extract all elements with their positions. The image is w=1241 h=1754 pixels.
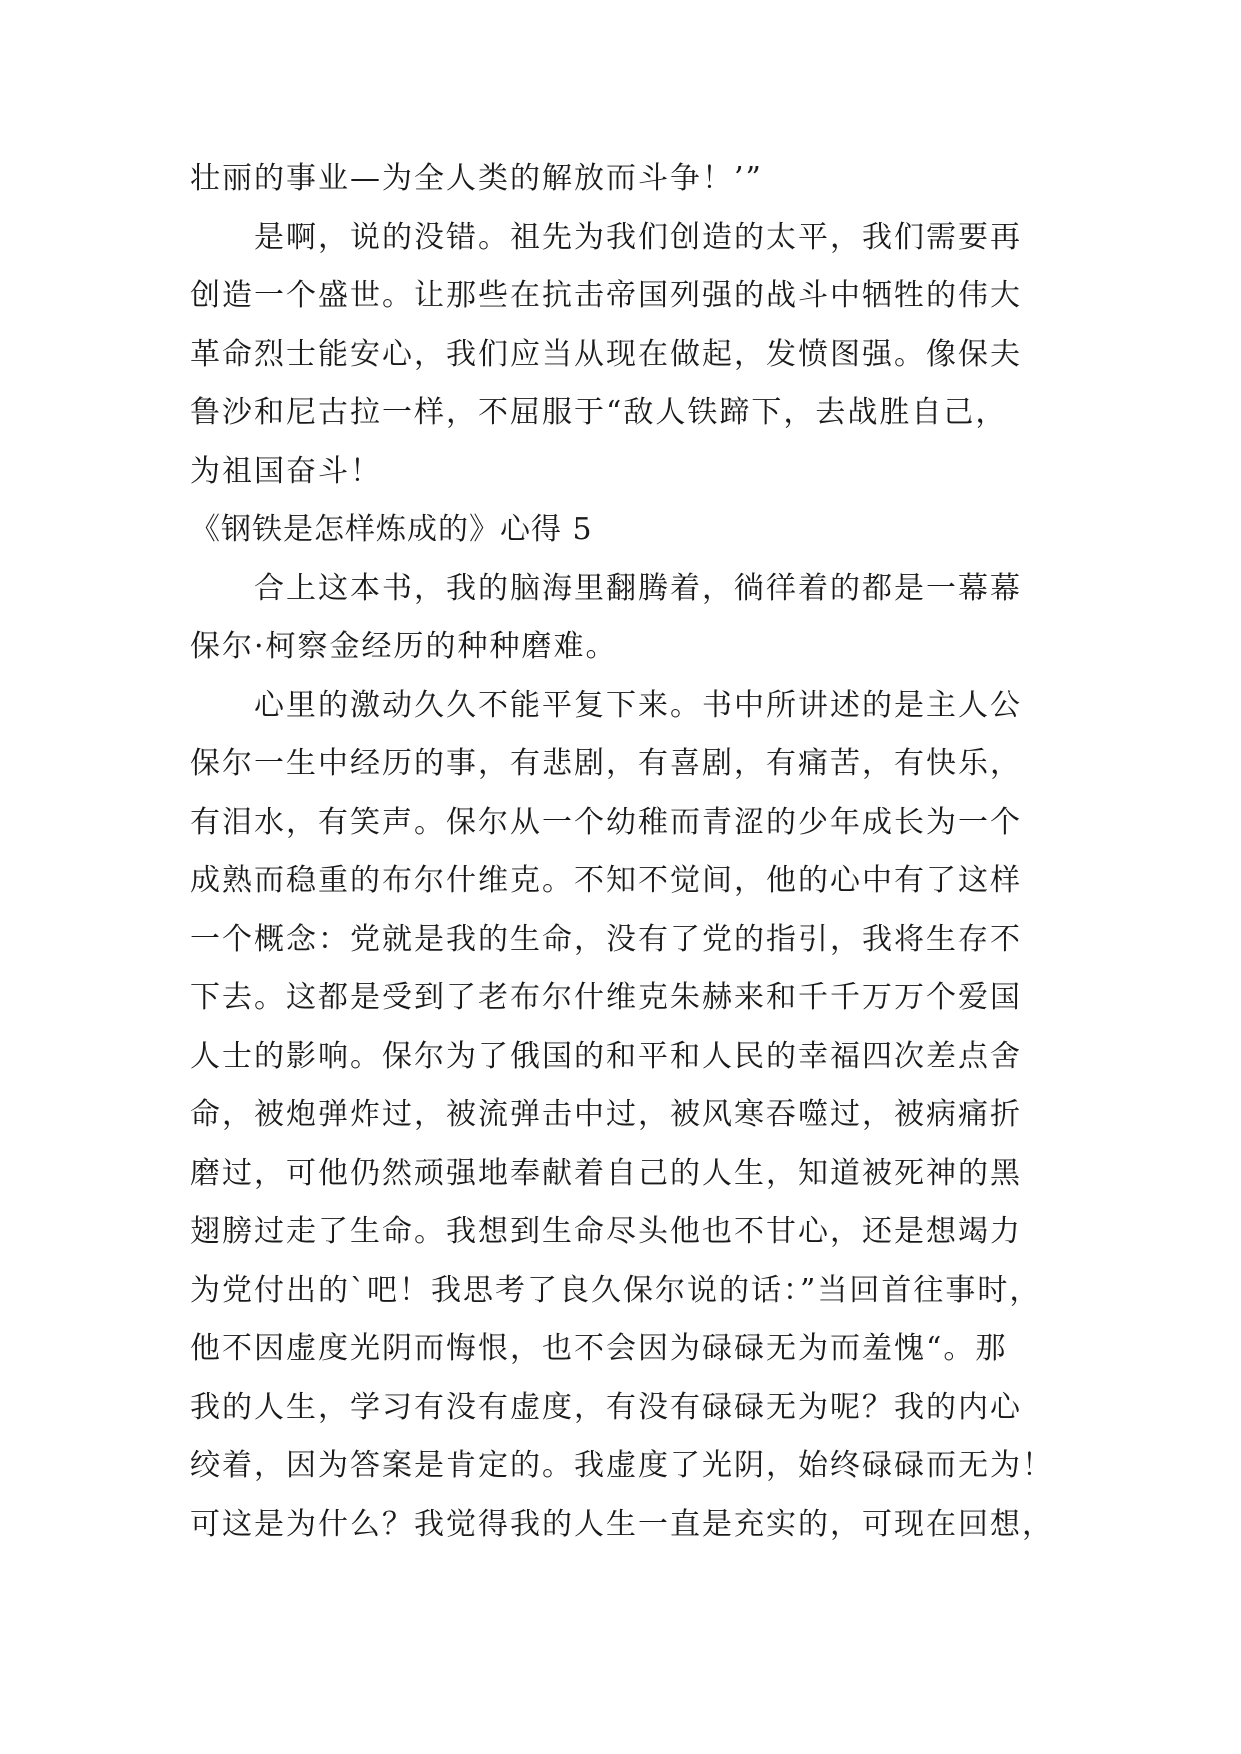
paragraph-start-line: 心里的激动久久不能平复下来。书中所讲述的是主人公 bbox=[254, 687, 1022, 723]
text-line: 为党付出的`吧！我思考了良久保尔说的话：”当回首往事时， bbox=[190, 1272, 1042, 1308]
text-line: 革命烈士能安心，我们应当从现在做起，发愤图强。像保夫 bbox=[190, 336, 1022, 372]
text-line: 我的人生，学习有没有虚度，有没有碌碌无为呢？我的内心 bbox=[190, 1389, 1022, 1425]
text-line: 保尔一生中经历的事，有悲剧，有喜剧，有痛苦，有快乐， bbox=[190, 746, 1022, 781]
text-line: 下去。这都是受到了老布尔什维克朱赫来和千千万万个爱国 bbox=[190, 980, 1022, 1015]
document-body bbox=[190, 150, 1070, 1554]
text-line: 可这是为什么？我觉得我的人生一直是充实的，可现在回想， bbox=[190, 1506, 1054, 1542]
text-line: 鲁沙和尼古拉一样，不屈服于“敌人铁蹄下，去战胜自己， bbox=[190, 395, 1008, 430]
text-line: 成熟而稳重的布尔什维克。不知不觉间，他的心中有了这样 bbox=[190, 863, 1022, 898]
text-line: 一个概念：党就是我的生命，没有了党的指引，我将生存不 bbox=[190, 921, 1022, 957]
text-line: 命，被炮弹炸过，被流弹击中过，被风寒吞噬过，被病痛折 bbox=[190, 1097, 1022, 1132]
text-line: 保尔·柯察金经历的种种磨难。 bbox=[190, 629, 618, 664]
text-line: 壮丽的事业—为全人类的解放而斗争！’” bbox=[190, 161, 763, 196]
text-line: 创造一个盛世。让那些在抗击帝国列强的战斗中牺牲的伟大 bbox=[190, 278, 1022, 313]
text-line: 人士的影响。保尔为了俄国的和平和人民的幸福四次差点舍 bbox=[190, 1038, 1022, 1074]
paragraph-start-line: 是啊，说的没错。祖先为我们创造的太平，我们需要再 bbox=[254, 219, 1022, 255]
text-line: 为祖国奋斗！ bbox=[190, 453, 382, 489]
text-line: 绞着，因为答案是肯定的。我虚度了光阴，始终碌碌而无为！ bbox=[190, 1448, 1054, 1483]
text-line: 有泪水，有笑声。保尔从一个幼稚而青涩的少年成长为一个 bbox=[190, 804, 1022, 840]
section-heading: 《钢铁是怎样炼成的》心得 5 bbox=[190, 512, 593, 547]
text-line: 翅膀过走了生命。我想到生命尽头他也不甘心，还是想竭力 bbox=[190, 1214, 1022, 1249]
text-line: 磨过，可他仍然顽强地奉献着自己的人生，知道被死神的黑 bbox=[190, 1155, 1022, 1191]
text-line: 他不因虚度光阴而悔恨，也不会因为碌碌无为而羞愧“。那 bbox=[190, 1331, 1008, 1366]
paragraph-start-line: 合上这本书，我的脑海里翻腾着，徜徉着的都是一幕幕 bbox=[254, 570, 1022, 606]
